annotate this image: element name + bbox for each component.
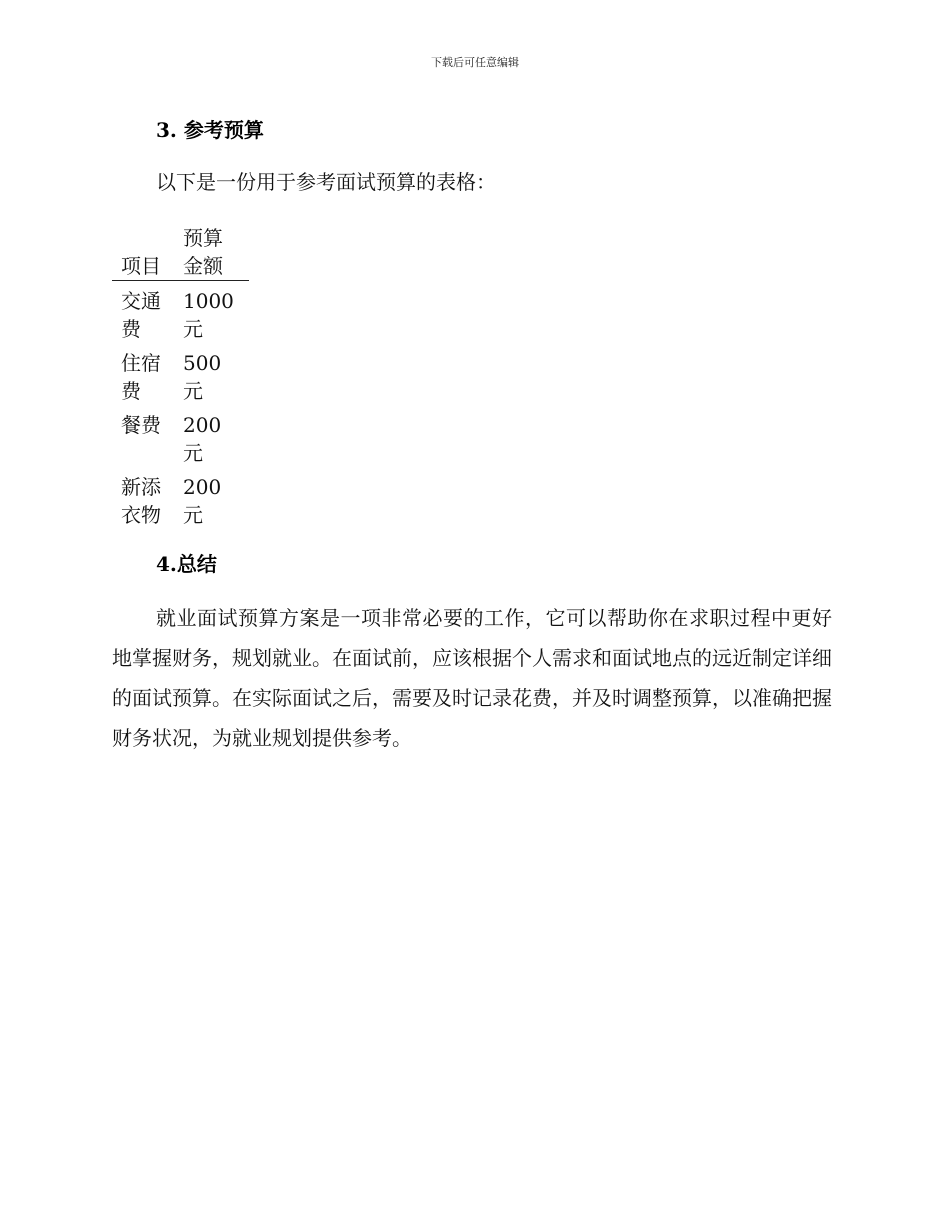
table-cell-amount: 500元: [183, 351, 222, 403]
budget-table: [112, 224, 249, 529]
table-cell-item: 住宿费: [121, 351, 161, 403]
table-row: [112, 281, 249, 344]
table-row: [112, 405, 249, 467]
table-row: [112, 343, 249, 405]
table-cell-item: 交通费: [121, 289, 161, 341]
table-intro-text: 以下是一份用于参考面试预算的表格：: [156, 170, 496, 194]
table-cell-item: 新添衣物: [121, 475, 161, 527]
table-cell-item: 餐费: [121, 413, 161, 437]
summary-paragraph: 就业面试预算方案是一项非常必要的工作，它可以帮助你在求职过程中更好地掌握财务，规划就业。在面试前，应该根据个人需求和面试地点的远近制定详细的面试预算。在实际面试之后，需要及时记录花费，并及时调整预算，以准确把握财务状况，为就业规划提供参考。: [112, 606, 832, 750]
column-header-amount: 预算金额: [174, 224, 249, 281]
table-header-row: [112, 224, 249, 281]
table-cell-amount: 1000元: [183, 289, 234, 341]
column-header-item: 项目: [112, 224, 174, 281]
table-cell-amount: 200元: [183, 475, 222, 527]
section-3-heading: 3. 参考预算: [156, 118, 264, 142]
page-header-note: 下载后可任意编辑: [431, 56, 519, 69]
table-cell-amount: 200元: [183, 413, 222, 465]
section-4-heading: 4.总结: [156, 552, 217, 576]
table-row: [112, 467, 249, 529]
